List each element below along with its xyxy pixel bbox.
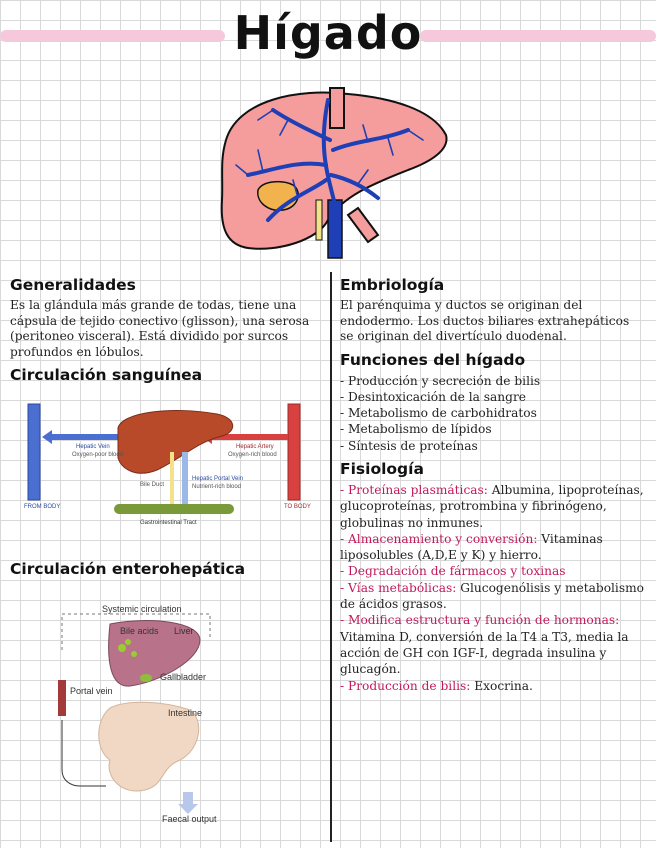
section-circulacion-sanguinea — [10, 366, 326, 384]
list-fisiologia — [340, 482, 646, 694]
heading-embriologia: Embriología — [340, 276, 445, 294]
label-hepatic-vein-sub: Oxygen-poor blood — [72, 452, 124, 458]
list-item: - Proteínas plasmáticas: Albumina, lipoproteínas, glucoproteínas, protrombina y fibrinógeno, globulinas no inmunes. — [340, 482, 644, 530]
label-portal-vein: Hepatic Portal Vein — [192, 476, 244, 482]
list-item: - Almacenamiento y conversión: Vitaminas liposolubles (A,D,E y K) y hierro. — [340, 531, 603, 563]
label-faecal-output: Faecal output — [162, 814, 217, 824]
list-item: - Producción de bilis: Exocrina. — [340, 678, 533, 693]
label-hepatic-artery-sub: Oxygen-rich blood — [228, 452, 277, 458]
label-to-body: TO BODY — [284, 504, 311, 510]
heading-fisiologia: Fisiología — [340, 459, 424, 478]
list-item: - Síntesis de proteínas — [340, 438, 478, 453]
label-gi-tract: Gastrointestinal Tract — [140, 520, 197, 526]
list-item: - Producción y secreción de bilis — [340, 373, 541, 388]
label-portal-vein-sub: Nutrient-rich blood — [192, 484, 242, 490]
list-item: - Modifica estructura y función de hormonas: Vitamina D, conversión de la T4 a T3, media la acción de GH con IGF-I, degrada insulina y glucagón. — [340, 613, 629, 677]
list-item: - Metabolismo de carbohidratos — [340, 406, 537, 421]
heading-generalidades: Generalidades — [10, 276, 136, 294]
list-funciones — [340, 373, 646, 454]
label-hepatic-vein: Hepatic Vein — [76, 444, 110, 450]
page-title: Hígado — [233, 6, 423, 60]
label-bile-acids: Bile acids — [120, 626, 159, 636]
label-liver: Liver — [174, 626, 194, 636]
left-column — [10, 276, 326, 384]
text-generalidades: Es la glándula más grande de todas, tiene una cápsula de tejido conectivo (glisson), una serosa (peritoneo visceral). Está dividido por surcos profundos en lóbulos. — [10, 298, 310, 359]
heading-circulacion-enterohepatica: Circulación enterohepática — [10, 560, 246, 578]
section-circulacion-enterohepatica — [10, 560, 326, 578]
label-from-body: FROM BODY — [24, 504, 61, 510]
text-embriologia: El parénquima y ductos se originan del endodermo. Los ductos biliares extrahepáticos se originan del divertículo duodenal. — [340, 298, 630, 343]
blood-circulation-diagram — [22, 398, 311, 526]
label-hepatic-artery: Hepatic Artery — [236, 444, 274, 450]
right-column — [340, 276, 646, 694]
label-gallbladder: Gallbladder — [160, 672, 207, 682]
heading-funciones: Funciones del hígado — [340, 350, 526, 369]
label-portal-vein-entero: Portal vein — [70, 686, 113, 696]
liver-illustration — [218, 80, 454, 258]
label-intestine: Intestine — [168, 708, 203, 718]
section-generalidades — [10, 276, 326, 360]
column-divider — [330, 272, 332, 842]
label-systemic: Systemic circulation — [102, 604, 182, 614]
section-embriologia — [340, 276, 646, 345]
label-bile-duct: Bile Duct — [140, 482, 165, 488]
section-fisiologia — [340, 460, 646, 694]
heading-circulacion-sanguinea: Circulación sanguínea — [10, 366, 203, 384]
list-item: - Degradación de fármacos y toxinas — [340, 564, 566, 579]
enterohepatic-diagram — [50, 600, 230, 826]
section-funciones — [340, 351, 646, 454]
list-item: - Vías metabólicas: Glucogenólisis y metabolismo de ácidos grasos. — [340, 580, 644, 612]
list-item: - Metabolismo de lípidos — [340, 422, 492, 437]
list-item: - Desintoxicación de la sangre — [340, 389, 526, 404]
